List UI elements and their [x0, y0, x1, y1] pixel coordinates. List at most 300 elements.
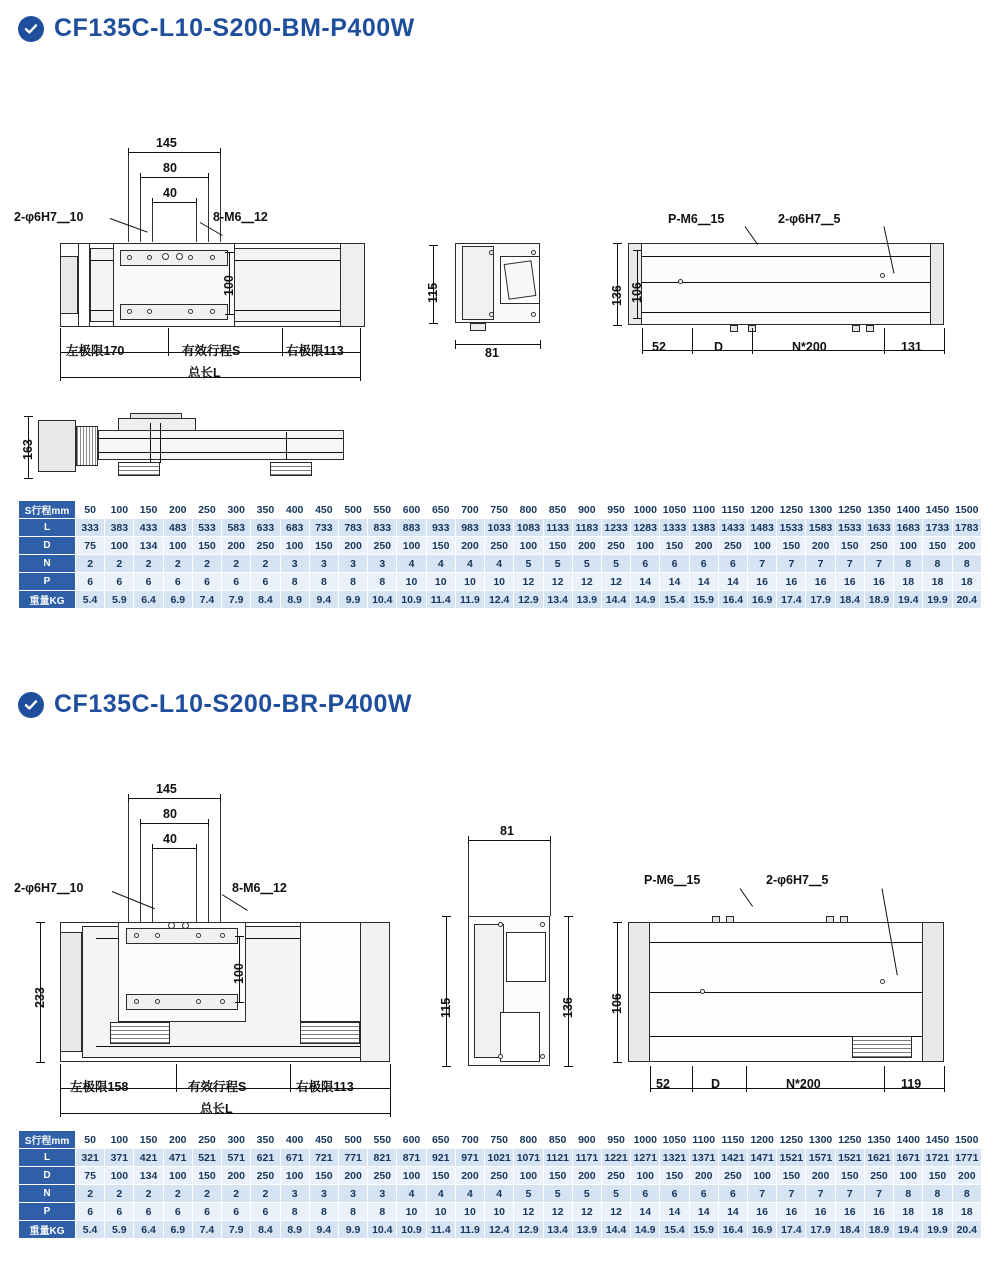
dim-52: 52 — [656, 1077, 670, 1091]
cell: 14 — [631, 573, 660, 591]
cell: 721 — [309, 1149, 338, 1167]
cell: 150 — [543, 537, 572, 555]
cell: 1521 — [777, 1149, 806, 1167]
cell: 14 — [718, 573, 747, 591]
cell: 13.9 — [572, 1221, 601, 1239]
cell: 683 — [280, 519, 309, 537]
cell: 1100 — [689, 501, 718, 519]
cell: 6.4 — [134, 1221, 163, 1239]
cell: 16 — [748, 1203, 777, 1221]
cell: 100 — [397, 1167, 426, 1185]
cell: 10.9 — [397, 591, 426, 609]
cell: 15.9 — [689, 1221, 718, 1239]
cell: 7.4 — [192, 591, 221, 609]
cell: 8.9 — [280, 1221, 309, 1239]
cell: 1450 — [923, 501, 952, 519]
cell: 950 — [601, 501, 630, 519]
cell: 6 — [631, 1185, 660, 1203]
cell: 200 — [806, 1167, 835, 1185]
cell: 533 — [192, 519, 221, 537]
cell: 6 — [631, 555, 660, 573]
cell: 19.9 — [923, 591, 952, 609]
cell: 1171 — [572, 1149, 601, 1167]
cell: 12 — [601, 573, 630, 591]
table-row — [19, 555, 982, 573]
cell: 1271 — [631, 1149, 660, 1167]
table-row — [19, 1185, 982, 1203]
cell: 783 — [338, 519, 367, 537]
cell: 8 — [309, 573, 338, 591]
cell: 11.9 — [455, 591, 484, 609]
cell: 8 — [338, 573, 367, 591]
cell: 871 — [397, 1149, 426, 1167]
cell: 6.9 — [163, 1221, 192, 1239]
cell: 18.4 — [835, 1221, 864, 1239]
table-row — [19, 573, 982, 591]
cell: 6.9 — [163, 591, 192, 609]
cell: 671 — [280, 1149, 309, 1167]
cell: 971 — [455, 1149, 484, 1167]
cell: 350 — [251, 1131, 280, 1149]
cell: 4 — [455, 1185, 484, 1203]
cell: 1521 — [835, 1149, 864, 1167]
cell: 14 — [660, 1203, 689, 1221]
cell: 200 — [163, 501, 192, 519]
cell: 14.9 — [631, 1221, 660, 1239]
cell: 9.4 — [309, 1221, 338, 1239]
cell: 100 — [280, 537, 309, 555]
row-header: S行程mm — [19, 501, 76, 519]
cell: 200 — [689, 537, 718, 555]
callout-2-phi6H7-5: 2-φ6H7⎽5 — [766, 873, 829, 887]
cell: 16 — [777, 1203, 806, 1221]
cell: 6 — [222, 573, 251, 591]
cell: 1321 — [660, 1149, 689, 1167]
dim-233: 233 — [33, 987, 47, 1008]
cell: 3 — [309, 1185, 338, 1203]
cell: 1100 — [689, 1131, 718, 1149]
table-row — [19, 537, 982, 555]
cell: 2 — [251, 1185, 280, 1203]
cell: 650 — [426, 501, 455, 519]
cell: 200 — [163, 1131, 192, 1149]
cell: 1383 — [689, 519, 718, 537]
cell: 2 — [76, 555, 105, 573]
cell: 150 — [134, 501, 163, 519]
cell: 621 — [251, 1149, 280, 1167]
cell: 10 — [426, 1203, 455, 1221]
cell: 16.4 — [718, 591, 747, 609]
dim-106: 106 — [630, 282, 644, 303]
cell: 1771 — [952, 1149, 981, 1167]
cell: 400 — [280, 1131, 309, 1149]
cell: 10 — [485, 1203, 514, 1221]
dim-136: 136 — [610, 285, 624, 306]
cell: 850 — [543, 501, 572, 519]
cell: 700 — [455, 501, 484, 519]
cell: 200 — [222, 1167, 251, 1185]
cell: 200 — [338, 1167, 367, 1185]
cell: 550 — [368, 501, 397, 519]
cell: 16 — [806, 1203, 835, 1221]
cell: 1200 — [748, 501, 777, 519]
table-row — [19, 519, 982, 537]
cell: 1221 — [601, 1149, 630, 1167]
cell: 7 — [835, 555, 864, 573]
cell: 5.4 — [76, 1221, 105, 1239]
travel-left-limit: 左极限158 — [70, 1080, 129, 1094]
cell: 150 — [777, 1167, 806, 1185]
cell: 12 — [514, 573, 543, 591]
cell: 1000 — [631, 501, 660, 519]
cell: 14 — [718, 1203, 747, 1221]
cell: 7.9 — [222, 591, 251, 609]
cell: 150 — [835, 537, 864, 555]
callout-8-M6-12: 8-M6⎽12 — [232, 881, 287, 895]
dim-119: 119 — [901, 1077, 922, 1091]
cell: 900 — [572, 1131, 601, 1149]
cell: 150 — [923, 537, 952, 555]
cell: 3 — [280, 1185, 309, 1203]
cell: 13.4 — [543, 1221, 572, 1239]
cell: 800 — [514, 501, 543, 519]
cell: 18 — [894, 573, 923, 591]
cell: 250 — [601, 537, 630, 555]
cell: 1233 — [601, 519, 630, 537]
cell: 750 — [485, 1131, 514, 1149]
cell: 5 — [543, 555, 572, 573]
cell: 17.9 — [806, 591, 835, 609]
row-header: 重量KG — [19, 591, 76, 609]
cell: 5 — [572, 1185, 601, 1203]
cell: 13.4 — [543, 591, 572, 609]
cell: 11.9 — [455, 1221, 484, 1239]
cell: 600 — [397, 1131, 426, 1149]
cell: 8.9 — [280, 591, 309, 609]
cell: 700 — [455, 1131, 484, 1149]
cell: 5 — [514, 555, 543, 573]
cell: 5 — [572, 555, 601, 573]
cell: 1533 — [835, 519, 864, 537]
cell: 150 — [192, 537, 221, 555]
row-header: D — [19, 537, 76, 555]
cell: 100 — [514, 537, 543, 555]
dim-145: 145 — [156, 136, 177, 150]
cell: 250 — [718, 537, 747, 555]
cell: 600 — [397, 501, 426, 519]
cell: 100 — [163, 1167, 192, 1185]
cell: 1483 — [748, 519, 777, 537]
cell: 2 — [222, 555, 251, 573]
cell: 200 — [455, 1167, 484, 1185]
cell: 100 — [894, 537, 923, 555]
cell: 1350 — [864, 501, 893, 519]
cell: 14 — [689, 1203, 718, 1221]
cell: 6 — [134, 1203, 163, 1221]
dim-100: 100 — [232, 963, 246, 984]
cell: 16.9 — [748, 591, 777, 609]
cell: 10 — [455, 1203, 484, 1221]
row-header: N — [19, 555, 76, 573]
cell: 1683 — [894, 519, 923, 537]
cell: 1633 — [864, 519, 893, 537]
cell: 5.9 — [105, 1221, 134, 1239]
cell: 1071 — [514, 1149, 543, 1167]
cell: 2 — [105, 555, 134, 573]
row-header: P — [19, 1203, 76, 1221]
cell: 7 — [777, 1185, 806, 1203]
cell: 6 — [689, 555, 718, 573]
cell: 1050 — [660, 501, 689, 519]
cell: 100 — [631, 1167, 660, 1185]
cell: 12 — [572, 573, 601, 591]
cell: 6 — [76, 1203, 105, 1221]
check-circle-icon — [18, 16, 44, 42]
cell: 12.4 — [485, 591, 514, 609]
cell: 100 — [748, 537, 777, 555]
cell: 921 — [426, 1149, 455, 1167]
cell: 1033 — [485, 519, 514, 537]
cell: 1250 — [835, 501, 864, 519]
dim-80: 80 — [163, 807, 177, 821]
table-row — [19, 591, 982, 609]
cell: 1183 — [572, 519, 601, 537]
cell: 12 — [514, 1203, 543, 1221]
cell: 6 — [105, 573, 134, 591]
cell: 100 — [748, 1167, 777, 1185]
cell: 200 — [222, 537, 251, 555]
cell: 8 — [368, 573, 397, 591]
callout-2-phi6H7-10: 2-φ6H7⎽10 — [14, 210, 84, 224]
cell: 1783 — [952, 519, 981, 537]
cell: 1433 — [718, 519, 747, 537]
row-header: N — [19, 1185, 76, 1203]
cell: 15.4 — [660, 591, 689, 609]
cell: 8 — [309, 1203, 338, 1221]
cell: 8 — [280, 573, 309, 591]
cell: 200 — [338, 537, 367, 555]
cell: 12 — [601, 1203, 630, 1221]
cell: 150 — [426, 537, 455, 555]
dim-40: 40 — [163, 186, 177, 200]
cell: 2 — [76, 1185, 105, 1203]
row-header: L — [19, 519, 76, 537]
cell: 12 — [543, 1203, 572, 1221]
cell: 15.4 — [660, 1221, 689, 1239]
cell: 4 — [397, 555, 426, 573]
cell: 1421 — [718, 1149, 747, 1167]
cell: 14 — [660, 573, 689, 591]
cell: 16.9 — [748, 1221, 777, 1239]
cell: 7 — [806, 555, 835, 573]
cell: 150 — [543, 1167, 572, 1185]
cell: 16 — [864, 1203, 893, 1221]
cell: 9.9 — [338, 1221, 367, 1239]
cell: 7 — [835, 1185, 864, 1203]
cell: 771 — [338, 1149, 367, 1167]
section-heading-br — [0, 690, 412, 719]
cell: 16 — [835, 573, 864, 591]
cell: 1571 — [806, 1149, 835, 1167]
cell: 100 — [514, 1167, 543, 1185]
cell: 6 — [76, 573, 105, 591]
cell: 1583 — [806, 519, 835, 537]
cell: 16 — [777, 573, 806, 591]
cell: 18.4 — [835, 591, 864, 609]
cell: 8 — [952, 1185, 981, 1203]
cell: 2 — [134, 1185, 163, 1203]
cell: 50 — [76, 1131, 105, 1149]
cell: 3 — [368, 555, 397, 573]
cell: 2 — [251, 555, 280, 573]
cell: 300 — [222, 501, 251, 519]
cell: 1300 — [806, 1131, 835, 1149]
dim-52: 52 — [652, 340, 666, 354]
cell: 421 — [134, 1149, 163, 1167]
cell: 550 — [368, 1131, 397, 1149]
cell: 100 — [105, 501, 134, 519]
cell: 1621 — [864, 1149, 893, 1167]
cell: 100 — [105, 537, 134, 555]
section-br — [0, 690, 1000, 1267]
cell: 1250 — [835, 1131, 864, 1149]
cell: 16 — [835, 1203, 864, 1221]
cell: 7.9 — [222, 1221, 251, 1239]
cell: 6 — [192, 573, 221, 591]
cell: 134 — [134, 1167, 163, 1185]
cell: 8 — [368, 1203, 397, 1221]
dim-80: 80 — [163, 161, 177, 175]
cell: 200 — [689, 1167, 718, 1185]
row-header: 重量KG — [19, 1221, 76, 1239]
drawing-bm — [0, 60, 1000, 480]
cell: 8.4 — [251, 1221, 280, 1239]
cell: 6 — [718, 1185, 747, 1203]
table-row — [19, 1221, 982, 1239]
cell: 6 — [163, 1203, 192, 1221]
cell: 5.9 — [105, 591, 134, 609]
cell: 633 — [251, 519, 280, 537]
cell: 1500 — [952, 501, 981, 519]
cell: 371 — [105, 1149, 134, 1167]
cell: 17.4 — [777, 1221, 806, 1239]
cell: 9.4 — [309, 591, 338, 609]
cell: 650 — [426, 1131, 455, 1149]
cell: 6 — [163, 573, 192, 591]
cell: 800 — [514, 1131, 543, 1149]
cell: 100 — [163, 537, 192, 555]
cell: 16 — [806, 573, 835, 591]
section-title: CF135C-L10-S200-BM-P400W — [54, 14, 415, 42]
cell: 150 — [309, 537, 338, 555]
total-length-label: 总长L — [200, 1102, 233, 1116]
cell: 7 — [864, 555, 893, 573]
cell: 20.4 — [952, 1221, 981, 1239]
cell: 1721 — [923, 1149, 952, 1167]
cell: 250 — [192, 501, 221, 519]
callout-8-M6-12: 8-M6⎽12 — [213, 210, 268, 224]
cell: 150 — [923, 1167, 952, 1185]
cell: 11.4 — [426, 591, 455, 609]
cell: 14 — [631, 1203, 660, 1221]
dim-N200: N*200 — [786, 1077, 821, 1091]
cell: 14.4 — [601, 1221, 630, 1239]
cell: 14.4 — [601, 591, 630, 609]
row-header: D — [19, 1167, 76, 1185]
row-header: L — [19, 1149, 76, 1167]
cell: 10.4 — [368, 591, 397, 609]
cell: 7 — [864, 1185, 893, 1203]
cell: 1733 — [923, 519, 952, 537]
dim-N200: N*200 — [792, 340, 827, 354]
cell: 483 — [163, 519, 192, 537]
cell: 150 — [660, 537, 689, 555]
cell: 100 — [894, 1167, 923, 1185]
cell: 75 — [76, 537, 105, 555]
cell: 14.9 — [631, 591, 660, 609]
table-row — [19, 1131, 982, 1149]
table-row — [19, 1167, 982, 1185]
cell: 1150 — [718, 1131, 747, 1149]
spec-table-br — [18, 1130, 982, 1239]
cell: 12 — [543, 573, 572, 591]
cell: 4 — [426, 555, 455, 573]
cell: 19.4 — [894, 1221, 923, 1239]
cell: 200 — [806, 537, 835, 555]
cell: 150 — [134, 1131, 163, 1149]
cell: 6 — [251, 573, 280, 591]
cell: 10.9 — [397, 1221, 426, 1239]
cell: 1083 — [514, 519, 543, 537]
cell: 19.9 — [923, 1221, 952, 1239]
cell: 1400 — [894, 1131, 923, 1149]
cell: 14 — [689, 573, 718, 591]
cell: 2 — [105, 1185, 134, 1203]
cell: 6 — [689, 1185, 718, 1203]
cell: 2 — [222, 1185, 251, 1203]
cell: 1671 — [894, 1149, 923, 1167]
cell: 250 — [864, 1167, 893, 1185]
callout-2-phi6H7-10: 2-φ6H7⎽10 — [14, 881, 84, 895]
cell: 383 — [105, 519, 134, 537]
cell: 6 — [105, 1203, 134, 1221]
cell: 16 — [864, 573, 893, 591]
cell: 6.4 — [134, 591, 163, 609]
row-header: P — [19, 573, 76, 591]
cell: 18 — [952, 573, 981, 591]
callout-P-M6-15: P-M6⎽15 — [668, 212, 725, 226]
cell: 833 — [368, 519, 397, 537]
cell: 11.4 — [426, 1221, 455, 1239]
cell: 2 — [192, 1185, 221, 1203]
cell: 2 — [192, 555, 221, 573]
cell: 883 — [397, 519, 426, 537]
cell: 250 — [368, 537, 397, 555]
cell: 1133 — [543, 519, 572, 537]
cell: 150 — [192, 1167, 221, 1185]
cell: 1000 — [631, 1131, 660, 1149]
callout-P-M6-15: P-M6⎽15 — [644, 873, 701, 887]
callout-2-phi6H7-5: 2-φ6H7⎽5 — [778, 212, 841, 226]
cell: 12.9 — [514, 591, 543, 609]
cell: 5 — [514, 1185, 543, 1203]
dim-163: 163 — [21, 439, 35, 460]
cell: 471 — [163, 1149, 192, 1167]
cell: 200 — [572, 537, 601, 555]
cell: 950 — [601, 1131, 630, 1149]
travel-right-limit: 右极限113 — [296, 1080, 354, 1094]
cell: 1250 — [777, 1131, 806, 1149]
